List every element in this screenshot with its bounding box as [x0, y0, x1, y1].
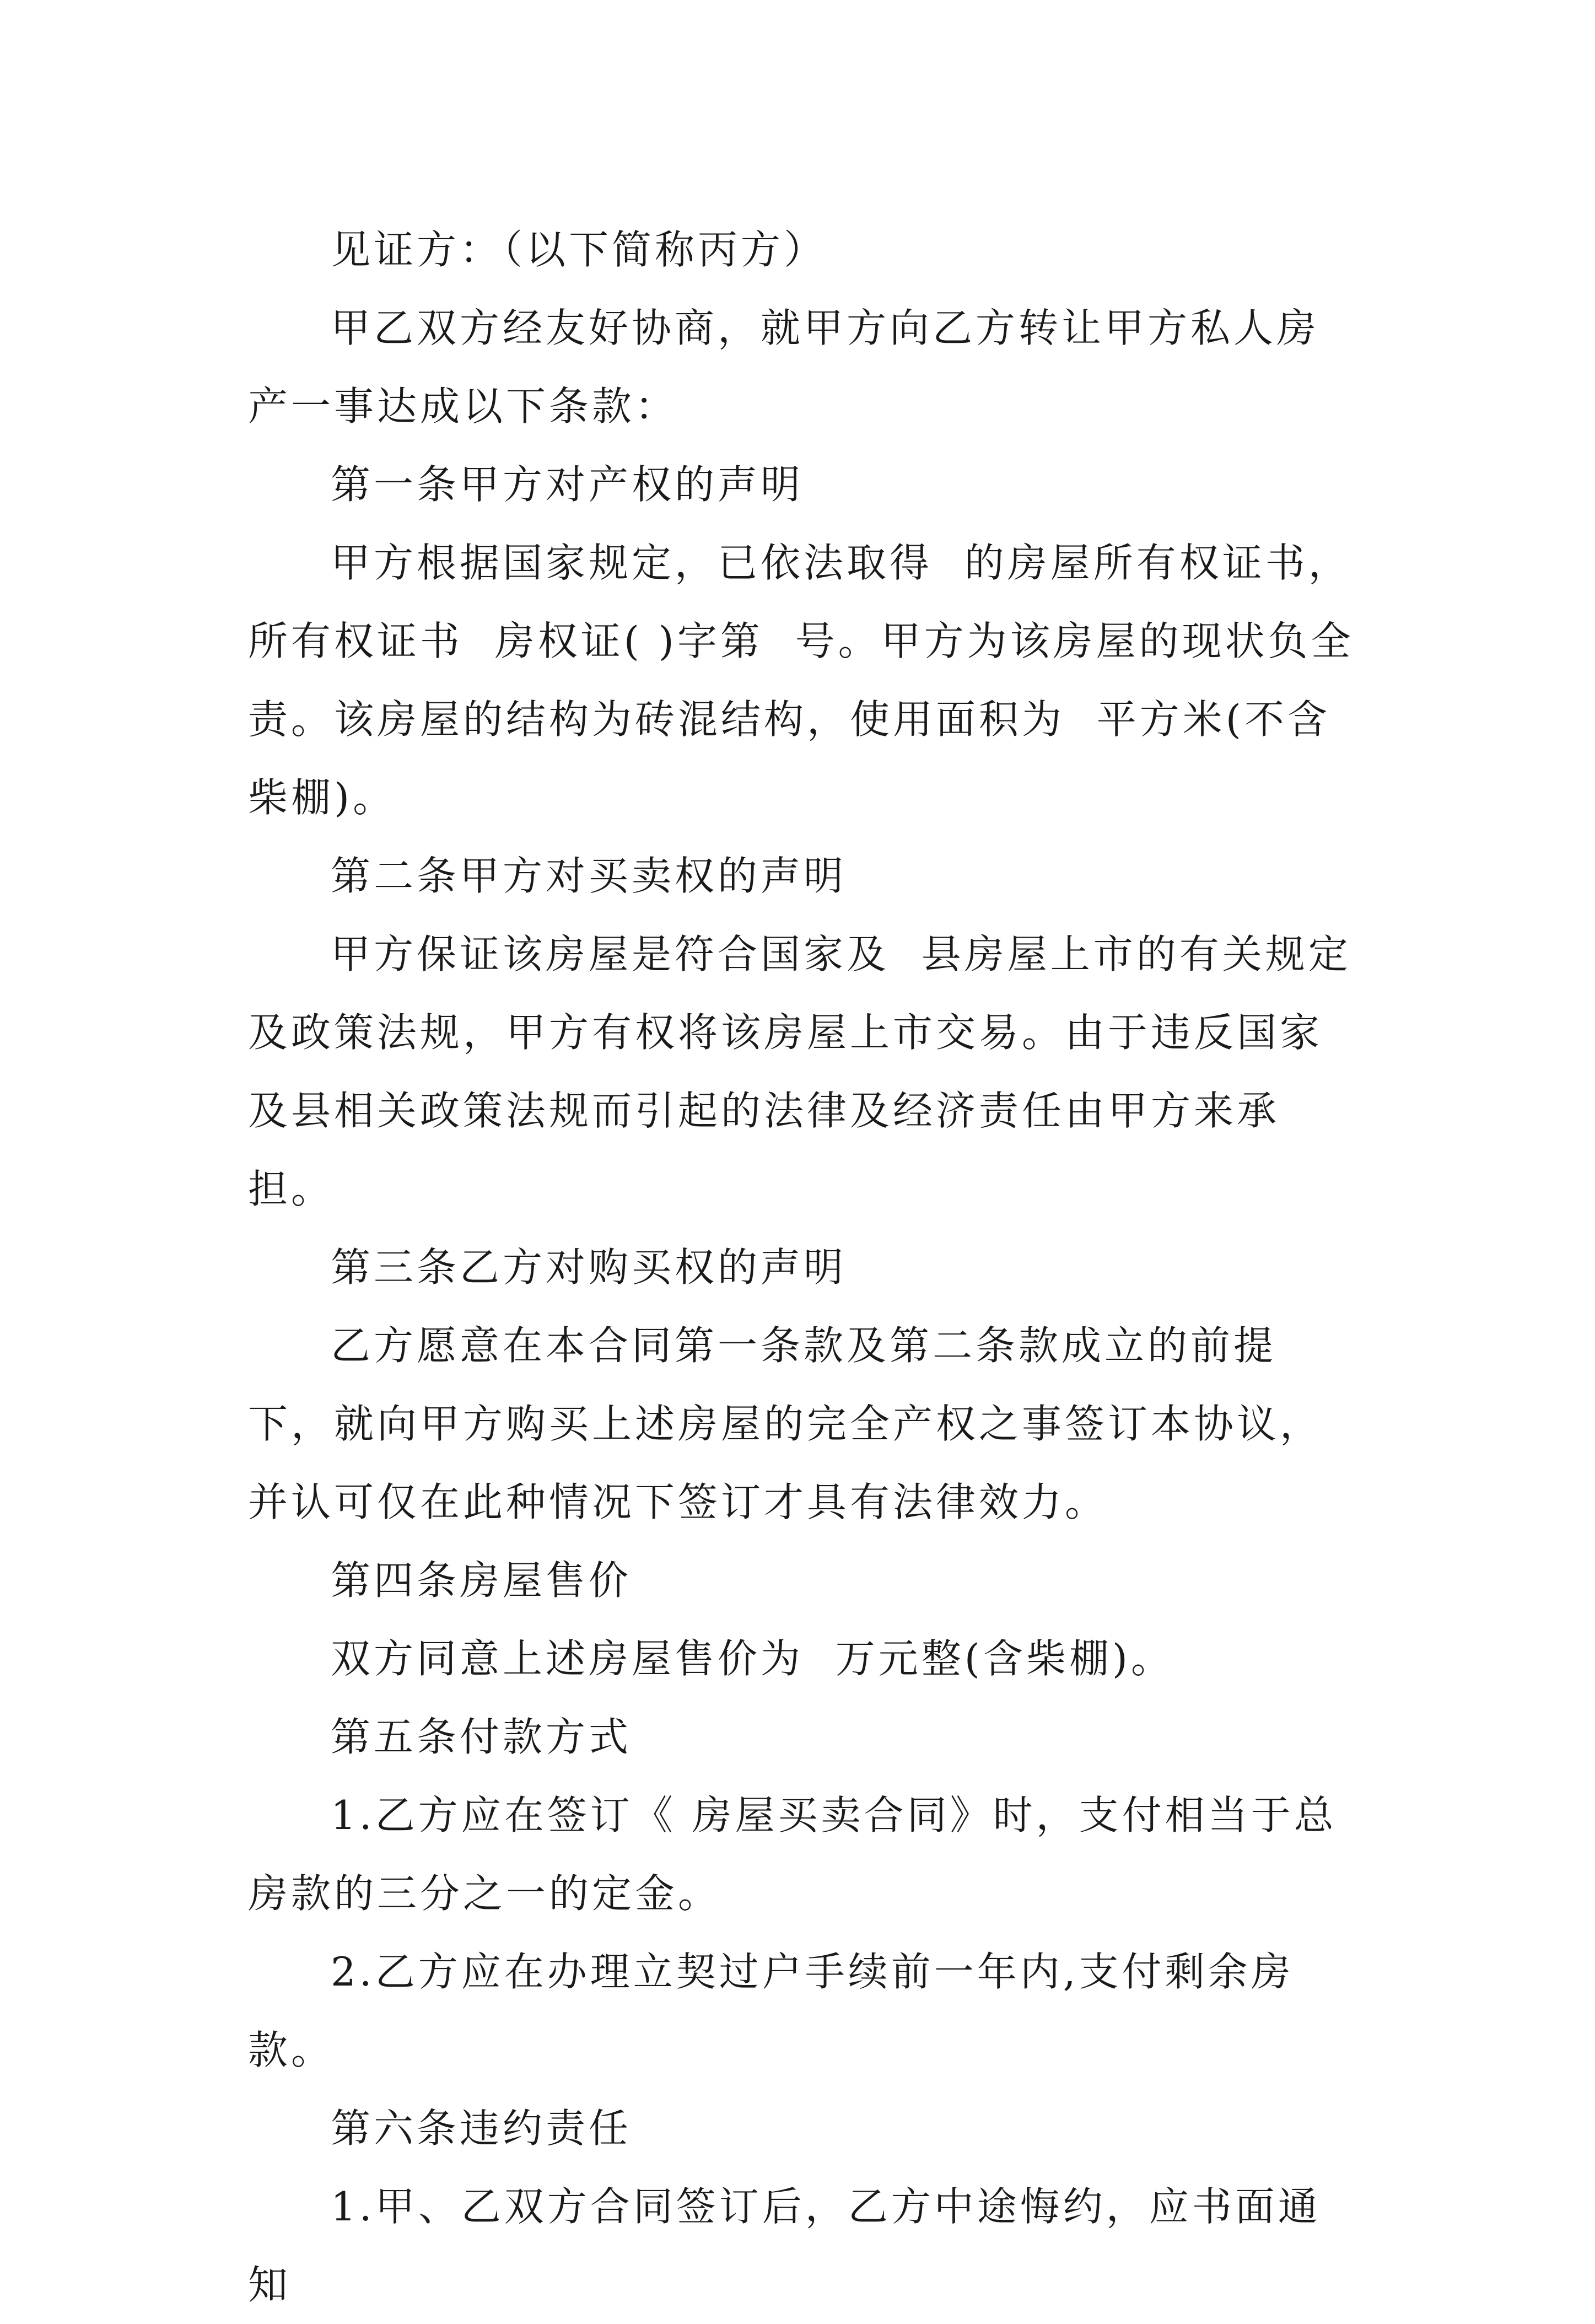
article-4-title: 第四条房屋售价	[331, 1557, 632, 1604]
article-4-body: 双方同意上述房屋售价为 万元整(含柴棚)。	[331, 1636, 1174, 1682]
intro-paragraph: 甲乙双方经友好协商，就甲方向乙方转让甲方私人房产一事达成以下条款：	[248, 305, 1320, 429]
article-2-body: 甲方保证该房屋是符合国家及 县房屋上市的有关规定及政策法规，甲方有权将该房屋上市交易。由于违反国家及县相关政策法规而引起的法律及经济责任由甲方来承担。	[248, 931, 1351, 1212]
article-5-title: 第五条付款方式	[331, 1714, 632, 1760]
article-5-item-2: 2.乙方应在办理立契过户手续前一年内,支付剩余房款。	[248, 1949, 1294, 2073]
article-3-body: 乙方愿意在本合同第一条款及第二条款成立的前提下，就向甲方购买上述房屋的完全产权之事签订本协议，并认可仅在此种情况下签订才具有法律效力。	[248, 1322, 1323, 1525]
article-2-title: 第二条甲方对买卖权的声明	[331, 853, 847, 899]
article-1-body: 甲方根据国家规定，已依法取得 的房屋所有权证书，所有权证书 房权证( )字第 号。甲方为该房屋的现状负全责。该房屋的结构为砖混结构，使用面积为 平方米(不含柴棚)。	[248, 540, 1354, 821]
witness-line: 见证方：（以下简称丙方）	[331, 227, 827, 273]
article-3-title: 第三条乙方对购买权的声明	[331, 1244, 847, 1290]
document-body	[248, 211, 1361, 2324]
article-5-item-1: 1.乙方应在签订《 房屋买卖合同》时，支付相当于总房款的三分之一的定金。	[248, 1792, 1337, 1917]
article-6-item-1: 1.甲、乙双方合同签订后，乙方中途悔约，应书面通知	[248, 2183, 1321, 2308]
article-1-title: 第一条甲方对产权的声明	[331, 461, 804, 508]
article-6-title: 第六条违约责任	[331, 2105, 632, 2151]
